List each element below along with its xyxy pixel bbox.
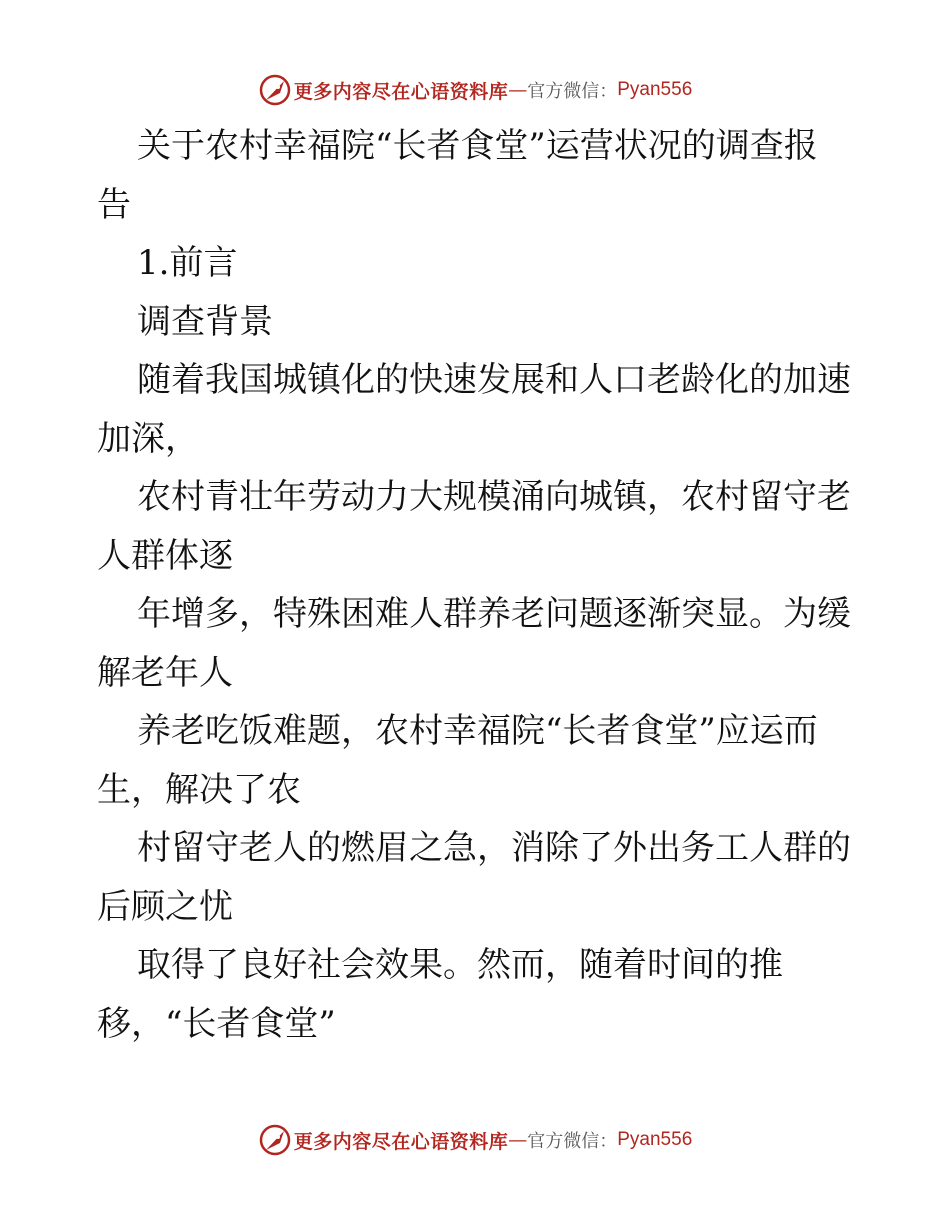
banner-dash: — [508,79,528,101]
title-line-1: 关于农村幸福院“长者食堂”运营状况的调查报 [137,126,818,166]
body-line: 农村青壮年劳动力大规模涌向城镇，农村留守老 [137,477,851,517]
section-heading: 1.前言 [137,243,238,283]
body-line: 移，“长者食堂” [97,1004,336,1044]
banner-wechat-id: Pyan556 [617,79,693,100]
body-line: 生，解决了农 [97,770,301,810]
body-line: 人群体逐 [97,536,233,576]
body-line: 加深， [97,419,199,459]
body-line: 年增多，特殊困难人群养老问题逐渐突显。为缓 [137,594,851,634]
banner-dash: — [508,1129,528,1151]
banner-main-text: 更多内容尽在心语资料库 [293,1130,509,1153]
footer-banner [0,1120,950,1160]
body-line: 养老吃饭难题，农村幸福院“长者食堂”应运而 [137,711,818,751]
banner-wechat-label: 官方微信： [527,81,618,102]
quill-circle-icon [258,73,292,107]
body-line: 取得了良好社会效果。然而，随着时间的推 [137,945,783,985]
banner-wechat-label: 官方微信： [527,1131,618,1152]
body-line: 后顾之忧 [97,887,233,927]
body-line: 村留守老人的燃眉之急，消除了外出务工人群的 [137,828,851,868]
banner-wechat-id: Pyan556 [617,1129,693,1150]
body-line: 解老年人 [97,653,233,693]
title-line-2: 告 [97,185,131,225]
subheading: 调查背景 [137,302,273,342]
banner-main-text: 更多内容尽在心语资料库 [293,80,509,103]
body-line: 随着我国城镇化的快速发展和人口老龄化的加速 [137,360,851,400]
header-banner [0,70,950,110]
quill-circle-icon [258,1123,292,1157]
